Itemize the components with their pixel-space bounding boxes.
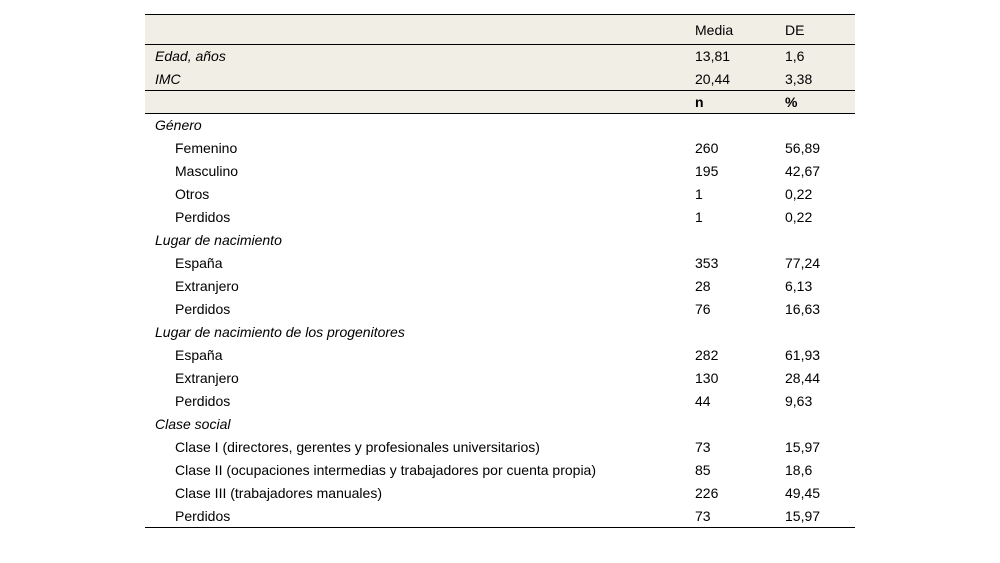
row-label: Clase II (ocupaciones intermedias y trabajadores por cuenta propia) bbox=[175, 462, 597, 478]
mean-row bbox=[145, 45, 855, 68]
data-row bbox=[145, 160, 855, 183]
row-label: Perdidos bbox=[175, 301, 231, 317]
row-n-value: 1 bbox=[695, 209, 703, 225]
stat-media-value: 20,44 bbox=[695, 68, 785, 91]
row-pct-value: 15,97 bbox=[785, 507, 821, 524]
row-pct-value: 49,45 bbox=[785, 485, 821, 501]
row-label: Perdidos bbox=[175, 393, 231, 409]
row-pct-value: 42,67 bbox=[785, 163, 821, 179]
row-label: España bbox=[175, 347, 223, 363]
section-title-row bbox=[145, 413, 855, 436]
data-row bbox=[145, 206, 855, 229]
row-n-value: 130 bbox=[695, 370, 719, 386]
row-label: Clase III (trabajadores manuales) bbox=[175, 485, 382, 501]
row-n-value: 1 bbox=[695, 186, 703, 202]
row-pct-value: 77,24 bbox=[785, 255, 821, 271]
row-pct-value: 56,89 bbox=[785, 140, 821, 156]
stat-label: Edad, años bbox=[145, 45, 695, 68]
row-pct-value: 61,93 bbox=[785, 347, 821, 363]
mean-header-row bbox=[145, 15, 855, 45]
row-pct-value: 6,13 bbox=[785, 278, 813, 294]
data-row bbox=[145, 436, 855, 459]
data-row bbox=[145, 367, 855, 390]
data-row bbox=[145, 459, 855, 482]
section-title-row bbox=[145, 114, 855, 137]
stat-de-value: 3,38 bbox=[785, 68, 855, 91]
percent-column-header: % bbox=[785, 91, 855, 114]
sections-body bbox=[145, 114, 855, 528]
data-row bbox=[145, 482, 855, 505]
row-n-value: 73 bbox=[695, 507, 711, 524]
row-n-value: 44 bbox=[695, 393, 711, 409]
stat-label: IMC bbox=[145, 68, 695, 91]
row-pct-value: 16,63 bbox=[785, 301, 821, 317]
section-title-row bbox=[145, 321, 855, 344]
row-label: Extranjero bbox=[175, 278, 239, 294]
empty-cell bbox=[785, 321, 855, 344]
data-row bbox=[145, 183, 855, 206]
empty-cell bbox=[785, 413, 855, 436]
data-row bbox=[145, 505, 855, 528]
media-column-header: Media bbox=[695, 15, 785, 45]
empty-cell bbox=[695, 321, 785, 344]
row-pct-value: 9,63 bbox=[785, 393, 813, 409]
data-row bbox=[145, 137, 855, 160]
empty-cell bbox=[695, 413, 785, 436]
row-label: Masculino bbox=[175, 163, 239, 179]
row-label: Femenino bbox=[175, 140, 238, 156]
data-row bbox=[145, 390, 855, 413]
count-header-row bbox=[145, 91, 855, 114]
row-label: Perdidos bbox=[175, 209, 231, 225]
data-row bbox=[145, 275, 855, 298]
de-column-header: DE bbox=[785, 15, 855, 45]
section-title: Clase social bbox=[155, 416, 231, 432]
section-title-row bbox=[145, 229, 855, 252]
empty-cell bbox=[785, 229, 855, 252]
row-n-value: 353 bbox=[695, 255, 719, 271]
mean-block bbox=[145, 15, 855, 114]
row-pct-value: 0,22 bbox=[785, 209, 813, 225]
row-n-value: 282 bbox=[695, 347, 719, 363]
row-n-value: 73 bbox=[695, 439, 711, 455]
stat-media-value: 13,81 bbox=[695, 45, 785, 68]
mean-row bbox=[145, 68, 855, 91]
empty-header-cell bbox=[145, 15, 695, 45]
section-title: Género bbox=[155, 117, 202, 134]
row-n-value: 85 bbox=[695, 462, 711, 478]
data-row bbox=[145, 252, 855, 275]
descriptive-statistics-table bbox=[145, 14, 855, 528]
row-label: Otros bbox=[175, 186, 210, 202]
section-title: Lugar de nacimiento de los progenitores bbox=[155, 324, 405, 340]
empty-header-cell bbox=[145, 91, 695, 114]
row-n-value: 76 bbox=[695, 301, 711, 317]
row-pct-value: 0,22 bbox=[785, 186, 813, 202]
row-pct-value: 18,6 bbox=[785, 462, 813, 478]
empty-cell bbox=[785, 114, 855, 137]
row-n-value: 28 bbox=[695, 278, 711, 294]
row-n-value: 260 bbox=[695, 140, 719, 156]
row-label: España bbox=[175, 255, 223, 271]
table bbox=[145, 14, 855, 528]
row-label: Clase I (directores, gerentes y profesionales universitarios) bbox=[175, 439, 540, 455]
data-row bbox=[145, 344, 855, 367]
row-pct-value: 28,44 bbox=[785, 370, 821, 386]
n-column-header: n bbox=[695, 91, 785, 114]
empty-cell bbox=[695, 229, 785, 252]
data-row bbox=[145, 298, 855, 321]
row-n-value: 195 bbox=[695, 163, 719, 179]
section-title: Lugar de nacimiento bbox=[155, 232, 282, 248]
stat-de-value: 1,6 bbox=[785, 45, 855, 68]
row-label: Extranjero bbox=[175, 370, 239, 386]
row-pct-value: 15,97 bbox=[785, 439, 821, 455]
row-n-value: 226 bbox=[695, 485, 719, 501]
row-label: Perdidos bbox=[175, 507, 231, 524]
empty-cell bbox=[695, 114, 785, 137]
